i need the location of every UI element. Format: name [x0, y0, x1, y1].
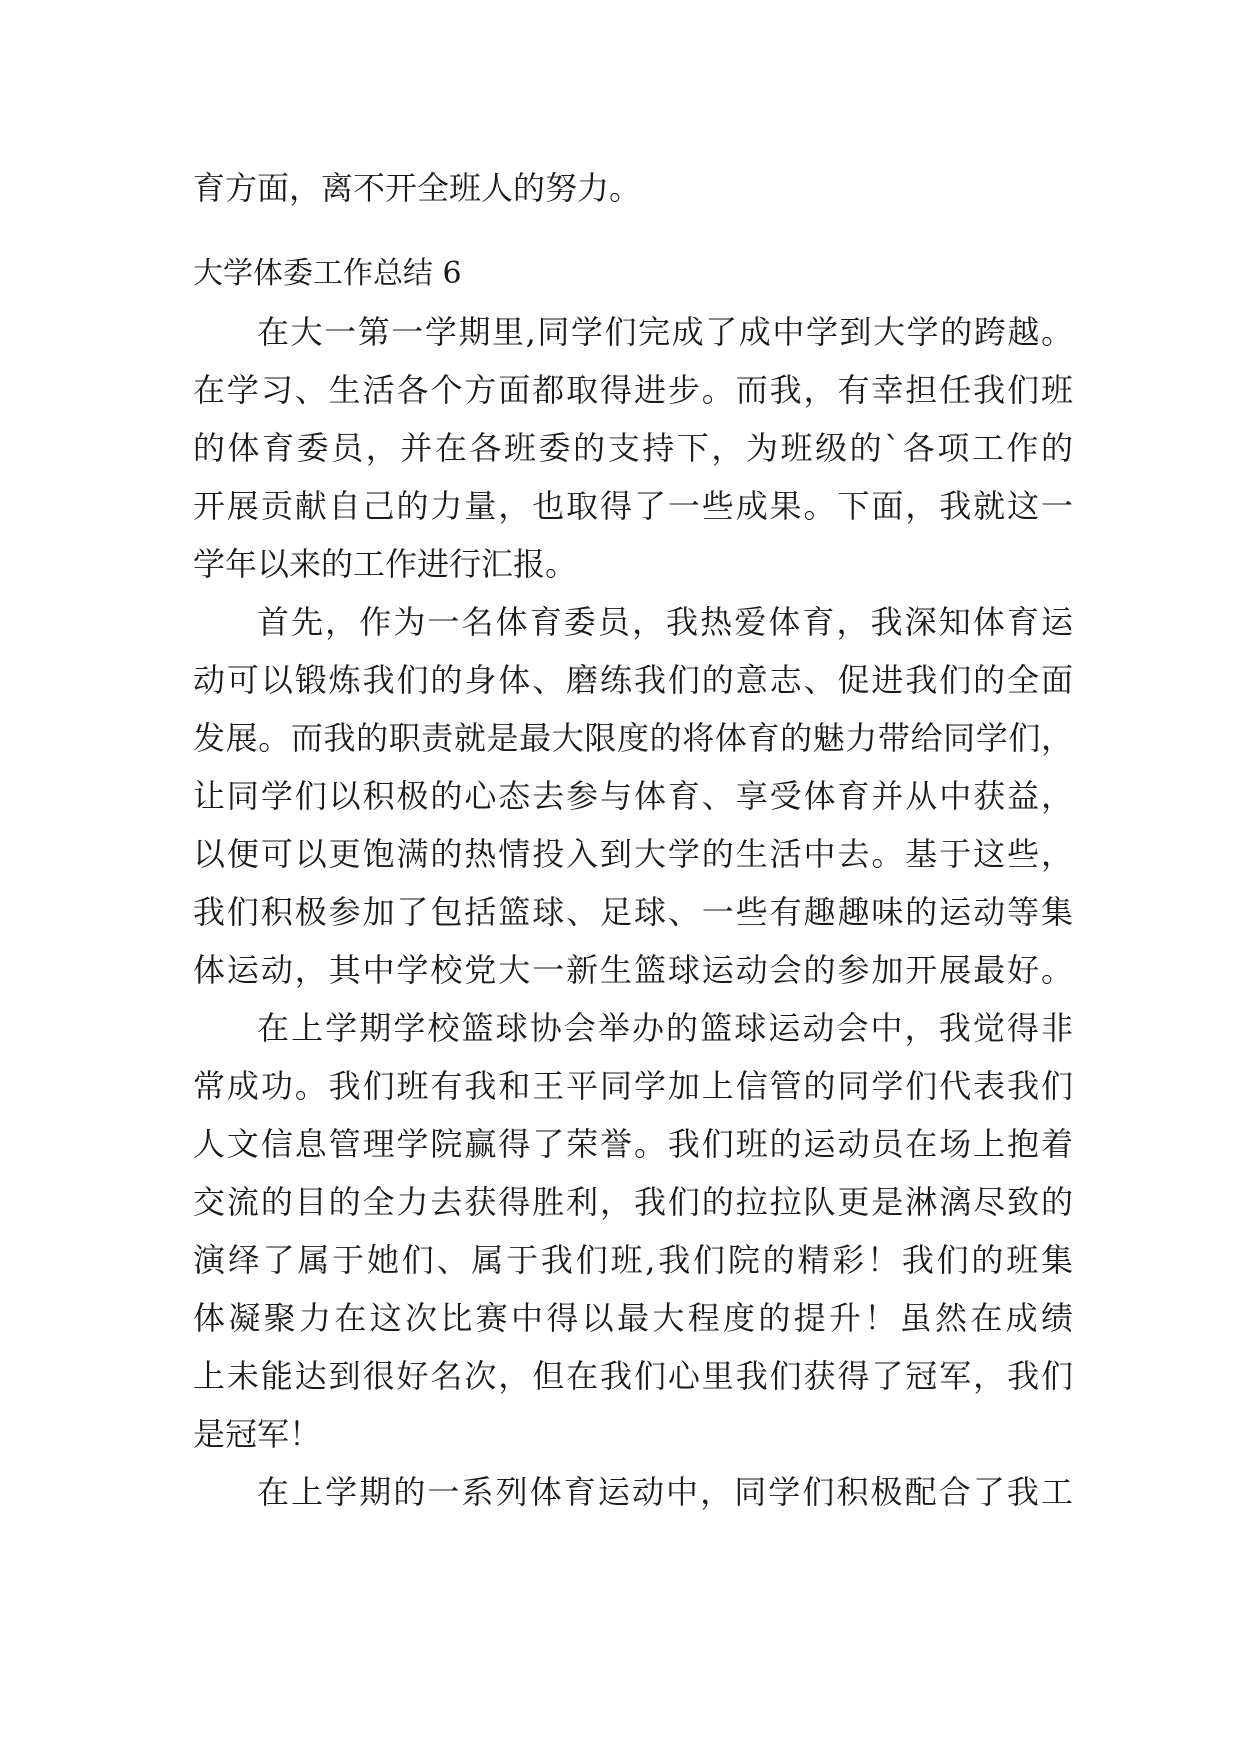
paragraph-first-line: 在上学期学校篮球协会举办的篮球运动会中，我觉得非 [257, 1009, 1073, 1047]
paragraph-first-line: 首先，作为一名体育委员，我热爱体育，我深知体育运 [257, 603, 1073, 641]
section-heading: 大学体委工作总结 6 [193, 256, 462, 291]
body-line: 人文信息管理学院赢得了荣誉。我们班的运动员在场上抱着 [193, 1125, 1073, 1163]
body-line: 演绎了属于她们、属于我们班,我们院的精彩！我们的班集 [193, 1241, 1073, 1279]
body-line: 体凝聚力在这次比赛中得以最大程度的提升！虽然在成绩 [193, 1299, 1073, 1337]
body-line: 学年以来的工作进行汇报。 [193, 545, 578, 583]
body-line: 我们积极参加了包括篮球、足球、一些有趣趣味的运动等集 [193, 893, 1073, 931]
paragraph-first-line: 在上学期的一系列体育运动中，同学们积极配合了我工 [257, 1473, 1073, 1511]
body-line: 以便可以更饱满的热情投入到大学的生活中去。基于这些， [193, 835, 1073, 873]
body-line: 常成功。我们班有我和王平同学加上信管的同学们代表我们 [193, 1067, 1073, 1105]
body-line: 动可以锻炼我们的身体、磨练我们的意志、促进我们的全面 [193, 661, 1073, 699]
body-line: 是冠军！ [193, 1415, 322, 1453]
body-line: 在学习、生活各个方面都取得进步。而我，有幸担任我们班 [193, 371, 1073, 409]
body-line: 体运动，其中学校党大一新生篮球运动会的参加开展最好。 [193, 951, 1073, 989]
body-line: 让同学们以积极的心态去参与体育、享受体育并从中获益， [193, 777, 1073, 815]
body-line: 发展。而我的职责就是最大限度的将体育的魅力带给同学们， [193, 719, 1073, 757]
body-line: 育方面，离不开全班人的努力。 [193, 169, 642, 207]
paragraph-first-line: 在大一第一学期里,同学们完成了成中学到大学的跨越。 [257, 313, 1073, 351]
body-line: 交流的目的全力去获得胜利，我们的拉拉队更是淋漓尽致的 [193, 1183, 1073, 1221]
body-line: 开展贡献自己的力量，也取得了一些成果。下面，我就这一 [193, 487, 1073, 525]
body-line: 的体育委员，并在各班委的支持下，为班级的`各项工作的 [193, 429, 1073, 467]
body-line: 上未能达到很好名次，但在我们心里我们获得了冠军，我们 [193, 1357, 1073, 1395]
